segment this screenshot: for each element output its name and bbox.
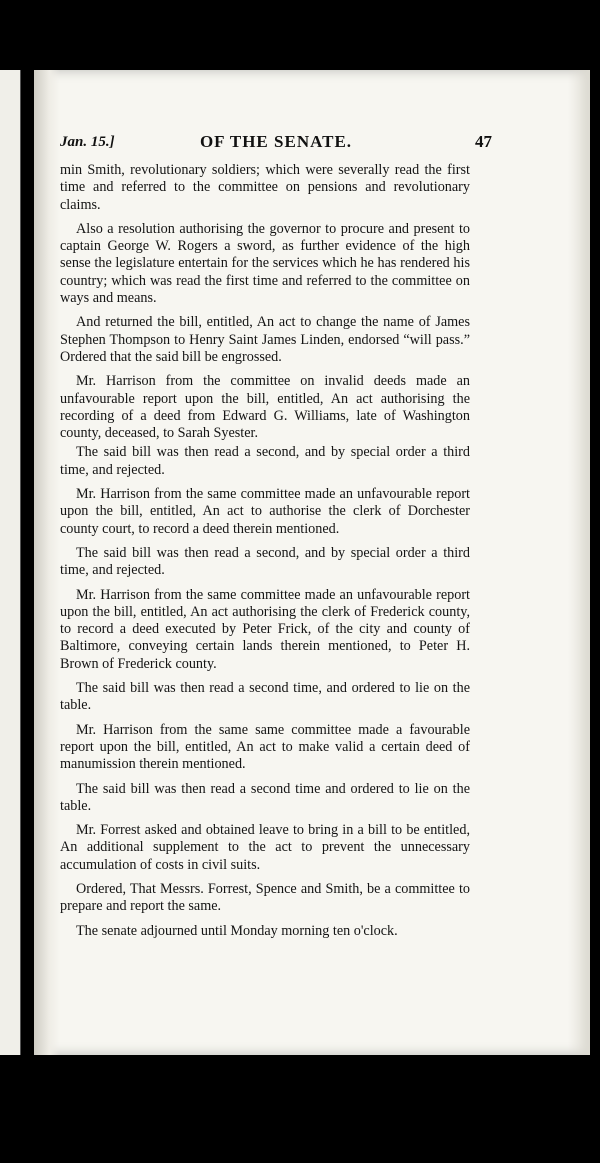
paragraph: The said bill was then read a second, and by special order a third time, and rejected. (60, 544, 470, 579)
book-page (34, 70, 590, 1055)
header-title: OF THE SENATE. (199, 132, 353, 151)
paragraph: The said bill was then read a second time, and ordered to lie on the table. (60, 680, 470, 714)
running-header (60, 132, 492, 158)
page-edge-shadow (568, 70, 590, 1055)
paragraph: Mr. Harrison from the same committee made an unfavourable report upon the bill, entitled, An act authorising the clerk of Frederick county, to record a deed executed by Peter Frick, of the city and county of Baltimore, conveying certain lands therein mentioned, to Peter H. Brown of Frederick county. (60, 586, 470, 672)
paragraph: Mr. Harrison from the committee on invalid deeds made an unfavourable report upon the bill, entitled, An act authorising the recording of a deed from Edward G. Williams, late of Washington county, deceased, to Sarah Syester. (60, 373, 470, 442)
paragraph: Mr. Harrison from the same same committee made a favourable report upon the bill, entitled, An act to make valid a certain deed of manumission therein mentioned. (60, 721, 470, 773)
paragraph: And returned the bill, entitled, An act to change the name of James Stephen Thompson to Henry Saint James Linden, endorsed “will pass.” Ordered that the said bill be engrossed. (60, 314, 470, 365)
paragraph: The said bill was then read a second, and by special order a third time, and rejected. (60, 444, 470, 478)
paragraph: The said bill was then read a second time and ordered to lie on the table. (60, 780, 470, 814)
header-date: Jan. 15.] (60, 134, 115, 150)
paragraph: min Smith, revolutionary soldiers; which were severally read the first time and referred to the committee on pensions and revolutionary claims. (60, 162, 470, 213)
page-number: 47 (475, 132, 492, 151)
paragraph: Also a resolution authorising the governor to procure and present to captain George W. Rogers a sword, as further evidence of the high sense the legislature entertain for the services which he has rendered his country; which was read the first time and referred to the committee on ways and means. (60, 220, 470, 307)
paragraph: The senate adjourned until Monday morning ten o'clock. (76, 922, 398, 939)
page-body (60, 162, 470, 947)
paragraph: Mr. Harrison from the same committee made an unfavourable report upon the bill, entitled, An act to authorise the clerk of Dorchester county court, to record a deed therein mentioned. (60, 486, 470, 537)
gutter-shadow (34, 70, 60, 1055)
facing-page-edge (0, 70, 21, 1055)
paragraph: Mr. Forrest asked and obtained leave to bring in a bill to be entitled, An additional supplement to the act to prevent the unnecessary accumulation of costs in civil suits. (60, 822, 470, 873)
paragraph: Ordered, That Messrs. Forrest, Spence and Smith, be a committee to prepare and report the same. (60, 880, 470, 915)
